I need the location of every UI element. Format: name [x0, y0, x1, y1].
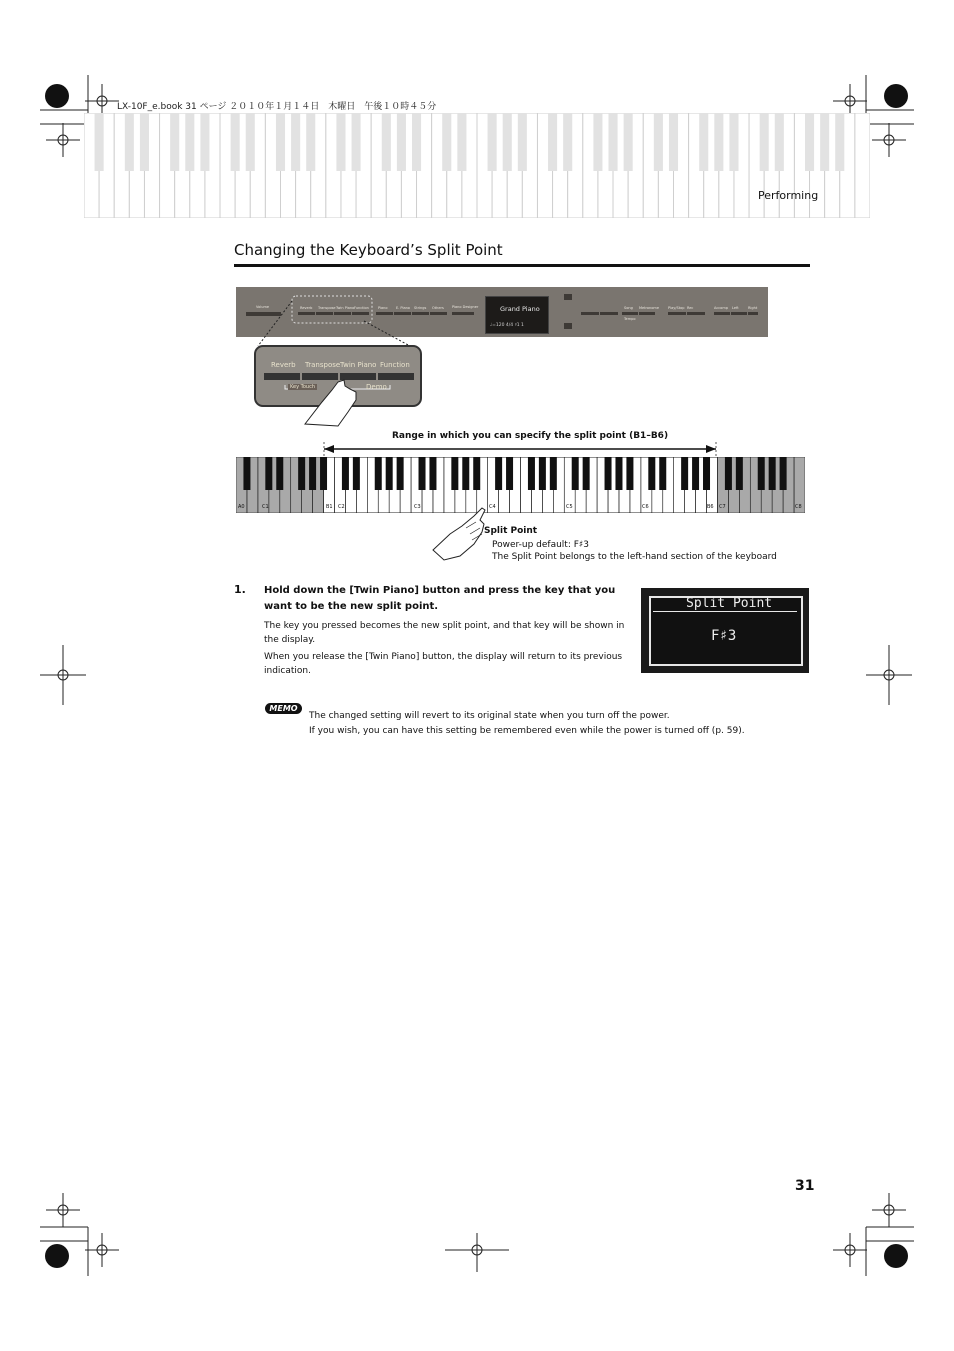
- panel-display: [485, 296, 549, 334]
- black-key: [659, 457, 666, 490]
- header-black-key: [835, 113, 844, 171]
- black-key: [681, 457, 688, 490]
- panel-label: Rec: [687, 306, 694, 310]
- header-black-key: [442, 113, 451, 171]
- black-key: [506, 457, 513, 490]
- header-white-key: [855, 113, 870, 218]
- zoom-button-twin-piano: Twin Piano: [340, 361, 377, 369]
- zoom-button-transpose: Transpose: [305, 361, 341, 369]
- header-black-key: [699, 113, 708, 171]
- header-black-key: [276, 113, 285, 171]
- header-black-key: [609, 113, 618, 171]
- black-key: [276, 457, 283, 490]
- header-black-key: [518, 113, 527, 171]
- header-black-key: [397, 113, 406, 171]
- header-black-key: [760, 113, 769, 171]
- header-black-key: [352, 113, 361, 171]
- lcd-title: Split Point: [686, 596, 773, 611]
- split-point-title: Split Point: [484, 526, 538, 536]
- memo-line-2: If you wish, you can have this setting be remembered even while the power is turned off (p. 59).: [309, 726, 745, 736]
- section-label: Performing: [758, 189, 819, 202]
- black-key: [375, 457, 382, 490]
- panel-label: Accomp: [714, 306, 728, 310]
- key-label-c5: C5: [566, 504, 573, 510]
- step-number: 1.: [234, 583, 246, 596]
- black-key: [451, 457, 458, 490]
- black-key: [429, 457, 436, 490]
- zoom-sub-key-touch: Key Touch: [290, 384, 316, 390]
- black-key: [353, 457, 360, 490]
- black-key: [692, 457, 699, 490]
- panel-display-line2: ♩=120 4/4 ♯1 1: [490, 323, 524, 328]
- book-meta: LX-10F_e.book 31 ページ ２０１０年１月１４日 木曜日 午後１０時４５分: [117, 102, 437, 112]
- key-label-b1: B1: [326, 504, 333, 510]
- header-black-key: [95, 113, 104, 171]
- black-key: [397, 457, 404, 490]
- header-black-key: [593, 113, 602, 171]
- panel-label: Left: [732, 306, 739, 310]
- header-black-key: [820, 113, 829, 171]
- header-black-key: [185, 113, 194, 171]
- header-black-key: [624, 113, 633, 171]
- panel-label: Song: [624, 306, 633, 310]
- range-label: Range in which you can specify the split point (B1–B6): [392, 431, 669, 441]
- header-black-key: [200, 113, 209, 171]
- black-key: [419, 457, 426, 490]
- key-label-c8: C8: [795, 504, 802, 510]
- step-body-2: When you release the [Twin Piano] button, the display will return to its previous indication.: [264, 652, 623, 676]
- panel-display-line1: Grand Piano: [500, 305, 540, 313]
- page-title: Changing the Keyboard’s Split Point: [234, 241, 503, 259]
- header-black-key: [548, 113, 557, 171]
- black-key: [265, 457, 272, 490]
- header-keyboard-graphic: [84, 113, 870, 218]
- header-black-key: [291, 113, 300, 171]
- black-key: [320, 457, 327, 490]
- black-key: [758, 457, 765, 490]
- black-key: [725, 457, 732, 490]
- header-black-key: [775, 113, 784, 171]
- header-black-key: [669, 113, 678, 171]
- zoom-button-reverb: Reverb: [271, 361, 296, 369]
- black-key: [615, 457, 622, 490]
- lcd-value: F♯3: [711, 628, 737, 644]
- header-black-key: [231, 113, 240, 171]
- header-black-key: [563, 113, 572, 171]
- black-key: [769, 457, 776, 490]
- split-point-description: The Split Point belongs to the left-hand section of the keyboard: [492, 552, 777, 562]
- black-key: [309, 457, 316, 490]
- header-black-key: [382, 113, 391, 171]
- hand-pointer-icon: [430, 504, 490, 562]
- black-key: [780, 457, 787, 490]
- header-black-key: [412, 113, 421, 171]
- header-black-key: [714, 113, 723, 171]
- black-key: [736, 457, 743, 490]
- black-key: [462, 457, 469, 490]
- key-label-a0: A0: [238, 504, 245, 510]
- panel-label: Twin Piano: [336, 306, 355, 310]
- lcd-display: [641, 588, 809, 673]
- panel-label: Reverb: [300, 306, 313, 310]
- panel-label: Transpose: [318, 306, 336, 310]
- title-rule: [234, 264, 810, 267]
- black-key: [626, 457, 633, 490]
- key-label-c3: C3: [414, 504, 421, 510]
- header-black-key: [140, 113, 149, 171]
- split-point-default: Power-up default: F♯3: [492, 540, 589, 550]
- step-instruction: Hold down the [Twin Piano] button and press the key that you want to be the new split point.: [264, 585, 616, 612]
- zoom-button-function: Function: [380, 361, 410, 369]
- header-black-key: [246, 113, 255, 171]
- black-key: [386, 457, 393, 490]
- memo-line-1: The changed setting will revert to its original state when you turn off the power.: [309, 711, 670, 721]
- black-key: [342, 457, 349, 490]
- panel-label: Play/Stop: [668, 306, 685, 310]
- step-body-1: The key you pressed becomes the new split point, and that key will be shown in the display.: [264, 621, 625, 645]
- header-black-key: [306, 113, 315, 171]
- panel-label: Piano Designer: [452, 305, 479, 309]
- header-black-key: [654, 113, 663, 171]
- panel-label: Tempo: [624, 317, 636, 321]
- memo-badge: MEMO: [265, 703, 302, 714]
- black-key: [550, 457, 557, 490]
- panel-label: Metronome: [639, 306, 659, 310]
- header-black-key: [125, 113, 134, 171]
- panel-label: Strings: [414, 306, 427, 310]
- key-label-c4: C4: [489, 504, 496, 510]
- key-label-c6: C6: [642, 504, 649, 510]
- black-key: [539, 457, 546, 490]
- key-label-c1: C1: [262, 504, 269, 510]
- header-black-key: [503, 113, 512, 171]
- header-black-key: [170, 113, 179, 171]
- panel-label: Right: [748, 306, 758, 310]
- black-key: [583, 457, 590, 490]
- black-key: [703, 457, 710, 490]
- black-key: [243, 457, 250, 490]
- black-key: [495, 457, 502, 490]
- black-key: [528, 457, 535, 490]
- key-label-c2: C2: [338, 504, 345, 510]
- panel-label: Volume: [256, 305, 270, 309]
- key-label-c7: C7: [719, 504, 726, 510]
- key-label-b6: B6: [707, 504, 714, 510]
- panel-label: Function: [354, 306, 369, 310]
- header-black-key: [729, 113, 738, 171]
- black-key: [648, 457, 655, 490]
- black-key: [473, 457, 480, 490]
- header-black-key: [488, 113, 497, 171]
- header-black-key: [805, 113, 814, 171]
- panel-label: Piano: [378, 306, 388, 310]
- zoom-sub-demo: Demo: [366, 383, 387, 391]
- black-key: [298, 457, 305, 490]
- panel-label: E. Piano: [396, 306, 410, 310]
- header-black-key: [457, 113, 466, 171]
- panel-label: Others: [432, 306, 444, 310]
- black-key: [572, 457, 579, 490]
- black-key: [605, 457, 612, 490]
- page-number: 31: [795, 1178, 815, 1194]
- header-black-key: [336, 113, 345, 171]
